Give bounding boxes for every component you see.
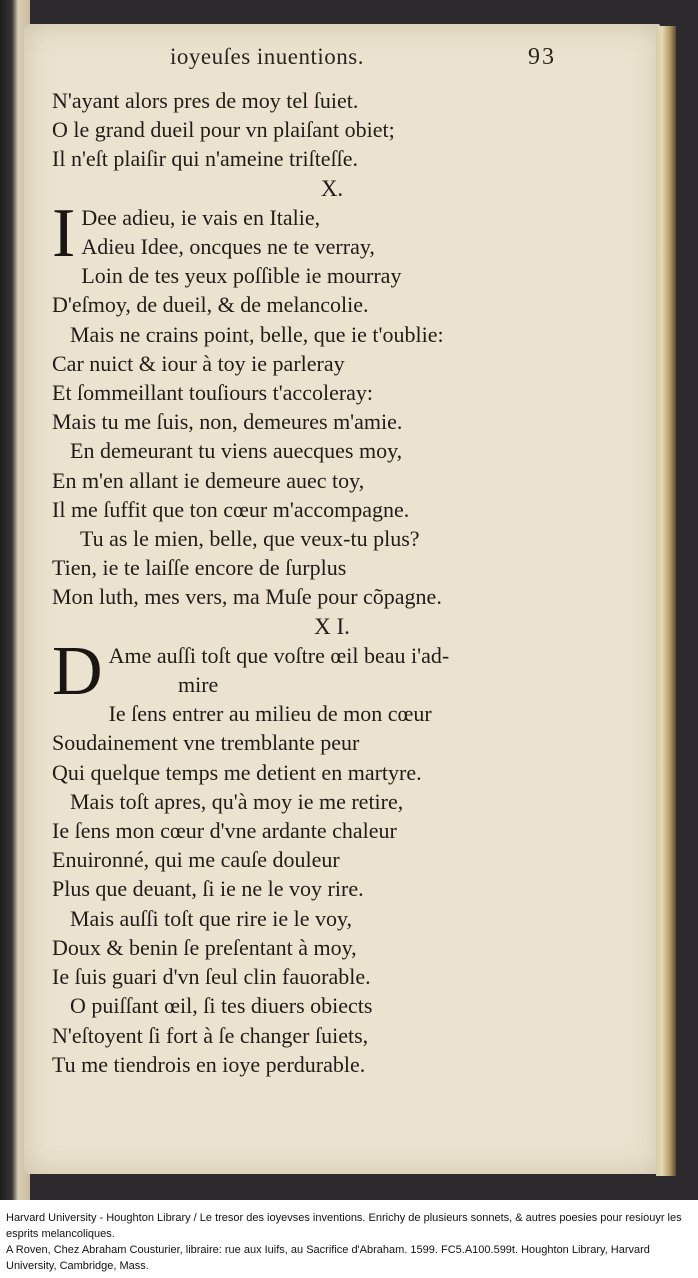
verse-line: Mais ne crains point, belle, que ie t'oublie:: [70, 321, 444, 347]
verse-line: N'ayant alors pres de moy tel ſuiet.: [52, 88, 359, 113]
verse-line: Soudainement vne tremblante peur: [52, 730, 360, 756]
sonnet-heading: X.: [320, 175, 344, 201]
sonnet-opening: [52, 194, 612, 272]
verse-line: O puiſſant œil, ſi tes diuers obiects: [70, 993, 373, 1019]
verse-line: Mais auſſi toſt que rire ie le voy,: [70, 905, 353, 931]
verse-line: Dee adieu, ie vais en Italie,: [81, 204, 321, 230]
verse-line: Enuironné, qui me cauſe douleur: [52, 847, 340, 873]
image-caption: [6, 1210, 692, 1274]
verse-line: Ie ſens mon cœur d'vne ardante chaleur: [52, 818, 397, 844]
sonnet-opening: [52, 632, 612, 710]
verse-line: Mais tu me ſuis, non, demeures m'amie.: [52, 409, 403, 435]
verse-line: Mais toſt apres, qu'à moy ie me retire,: [70, 788, 404, 814]
verse-line: En m'en allant ie demeure auec toy,: [52, 467, 365, 493]
running-head: ioyeuſes inuentions.: [170, 44, 364, 69]
verse-line: Et ſommeillant touſiours t'accoleray:: [52, 380, 374, 406]
drop-capital: D: [52, 632, 103, 710]
verse-line: Ie ſens entrer au milieu de mon cœur: [108, 701, 432, 727]
page-number: 93: [528, 44, 556, 70]
verse-line: N'eſtoyent ſi fort à ſe changer ſuiets,: [52, 1022, 369, 1048]
page-text: [52, 86, 612, 1079]
verse-line: Tu as le mien, belle, que veux-tu plus?: [80, 526, 420, 552]
verse-line: Adieu Idee, oncques ne te verray,: [81, 234, 375, 260]
verse-line: Tien, ie te laiſſe encore de ſurplus: [52, 555, 347, 581]
verse-line: Ie ſuis guari d'vn ſeul clin fauorable.: [52, 964, 371, 990]
caption-line: Harvard University - Houghton Library / Le tresor des ioyevses inventions. Enrichy de plusieurs sonnets, & autres poesies pour resiouyr les esprits melancoliques.: [6, 1212, 682, 1240]
verse-line: Il n'eſt plaiſir qui n'ameine triſteſſe.: [52, 146, 359, 172]
verse-line: Mon luth, mes vers, ma Muſe pour cõpagne.: [52, 584, 442, 610]
verse-line: D'eſmoy, de dueil, & de melancolie.: [52, 292, 369, 318]
verse-line: O le grand dueil pour vn plaiſant obiet;: [52, 117, 395, 143]
verse-line: Tu me tiendrois en ioye perdurable.: [52, 1051, 366, 1077]
verse-line: Doux & benin ſe preſentant à moy,: [52, 934, 357, 960]
verse-line: mire: [178, 672, 219, 698]
verse-line: Il me ſuffit que ton cœur m'accompagne.: [52, 496, 410, 522]
verse-line: Loin de tes yeux poſſible ie mourray: [81, 263, 402, 289]
verse-line: Car nuict & iour à toy ie parleray: [52, 350, 345, 376]
verse-line: En demeurant tu viens auecques moy,: [70, 438, 403, 464]
caption-line: A Roven, Chez Abraham Cousturier, libraire: rue aux Iuifs, au Sacrifice d'Abraham. 1599. FC5.A100.599t. Houghton Library, Harvard University, Cambridge, Mass.: [6, 1244, 650, 1272]
verse-line: Ame auſſi toſt que voſtre œil beau i'ad-: [108, 642, 450, 668]
sonnet-heading: X I.: [314, 613, 350, 639]
page-edges: [656, 26, 676, 1176]
verse-line: Qui quelque temps me detient en martyre.: [52, 759, 422, 785]
verse-line: Plus que deuant, ſi ie ne le voy rire.: [52, 876, 364, 902]
drop-capital: I: [52, 194, 76, 272]
